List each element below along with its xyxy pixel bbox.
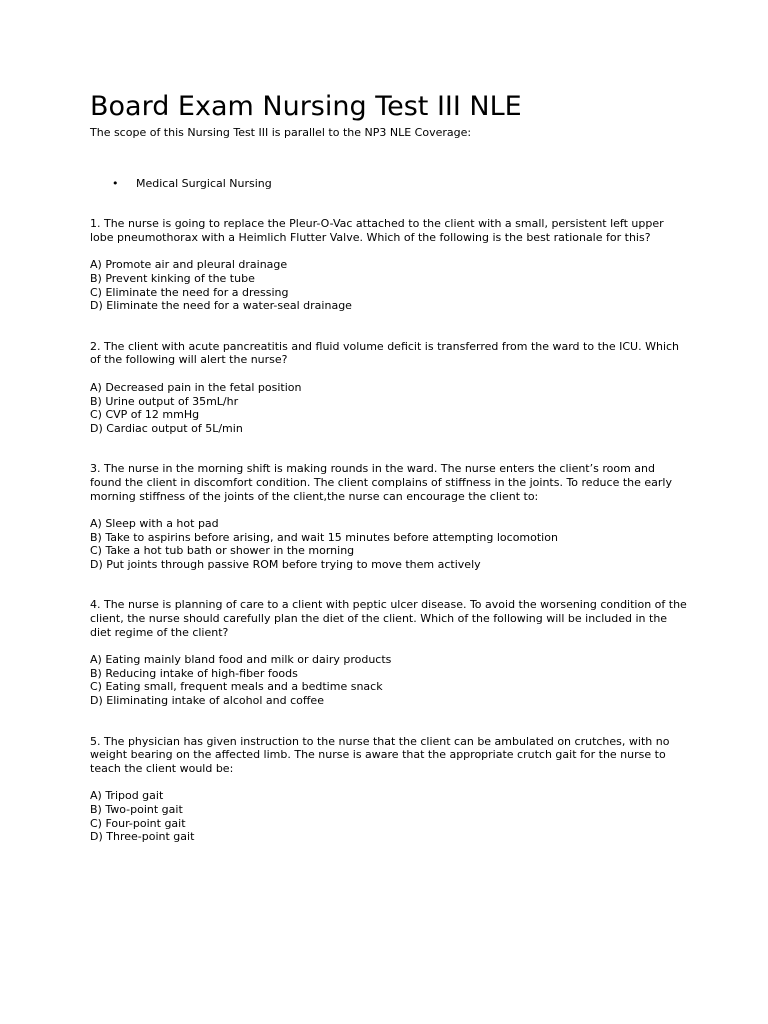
answer-option-d: D) Eliminating intake of alcohol and coffee [90, 694, 324, 708]
page-title: Board Exam Nursing Test III NLE [90, 91, 522, 122]
bullet-icon: • [112, 176, 119, 190]
answer-options [90, 258, 690, 312]
question-1 [90, 217, 690, 313]
answer-option-a: A) Promote air and pleural drainage [90, 258, 288, 272]
coverage-list [90, 177, 690, 191]
answer-option-c: C) CVP of 12 mmHg [90, 408, 200, 422]
answer-option-c: C) Four-point gait [90, 816, 186, 830]
answer-option-d: D) Eliminate the need for a water-seal drainage [90, 299, 352, 313]
answer-option-c: C) Eating small, frequent meals and a bedtime snack [90, 680, 383, 694]
answer-option-a: A) Tripod gait [90, 789, 164, 803]
page-subtitle: The scope of this Nursing Test III is parallel to the NP3 NLE Coverage: [90, 126, 472, 139]
question-3 [90, 462, 690, 571]
answer-option-a: A) Sleep with a hot pad [90, 517, 219, 531]
answer-options [90, 381, 690, 435]
answer-option-d: D) Put joints through passive ROM before trying to move them actively [90, 557, 481, 571]
document-page [90, 90, 690, 844]
question-text: 3. The nurse in the morning shift is making rounds in the ward. The nurse enters the client’s room and found the client in discomfort condition. The client complains of stiffness in the joints. To reduce the early morning stiffness of the joints of the client,the nurse can encourage the client to: [90, 462, 672, 503]
answer-option-b: B) Take to aspirins before arising, and wait 15 minutes before attempting locomotion [90, 530, 558, 544]
answer-option-b: B) Urine output of 35mL/hr [90, 394, 239, 408]
question-text: 5. The physician has given instruction to the nurse that the client can be ambulated on crutches, with no weight bearing on the affected limb. The nurse is aware that the appropriate crutch gait for the nurse to teach the client would be: [90, 734, 670, 775]
question-text: 1. The nurse is going to replace the Pleur-O-Vac attached to the client with a small, persistent left upper lobe pneumothorax with a Heimlich Flutter Valve. Which of the following is the best rationale for this? [90, 217, 664, 244]
question-text: 2. The client with acute pancreatitis and fluid volume deficit is transferred from the ward to the ICU. Which of the following will alert the nurse? [90, 339, 680, 367]
coverage-item-label: Medical Surgical Nursing [136, 176, 272, 190]
question-4 [90, 598, 690, 707]
list-item [90, 177, 690, 191]
answer-option-c: C) Take a hot tub bath or shower in the morning [90, 544, 355, 558]
answer-options [90, 789, 690, 843]
answer-option-d: D) Cardiac output of 5L/min [90, 421, 243, 435]
question-text: 4. The nurse is planning of care to a client with peptic ulcer disease. To avoid the worsening condition of the client, the nurse should carefully plan the diet of the client. Which of the following will be included in the diet regime of the client? [90, 598, 687, 639]
answer-options [90, 653, 690, 707]
answer-option-d: D) Three-point gait [90, 830, 195, 844]
question-5 [90, 735, 690, 844]
question-2 [90, 340, 690, 436]
answer-option-b: B) Prevent kinking of the tube [90, 271, 255, 285]
answer-option-c: C) Eliminate the need for a dressing [90, 285, 289, 299]
answer-option-b: B) Reducing intake of high-fiber foods [90, 666, 298, 680]
answer-option-b: B) Two-point gait [90, 803, 183, 816]
answer-option-a: A) Decreased pain in the fetal position [90, 380, 302, 394]
answer-options [90, 517, 690, 571]
answer-option-a: A) Eating mainly bland food and milk or dairy products [90, 653, 392, 667]
